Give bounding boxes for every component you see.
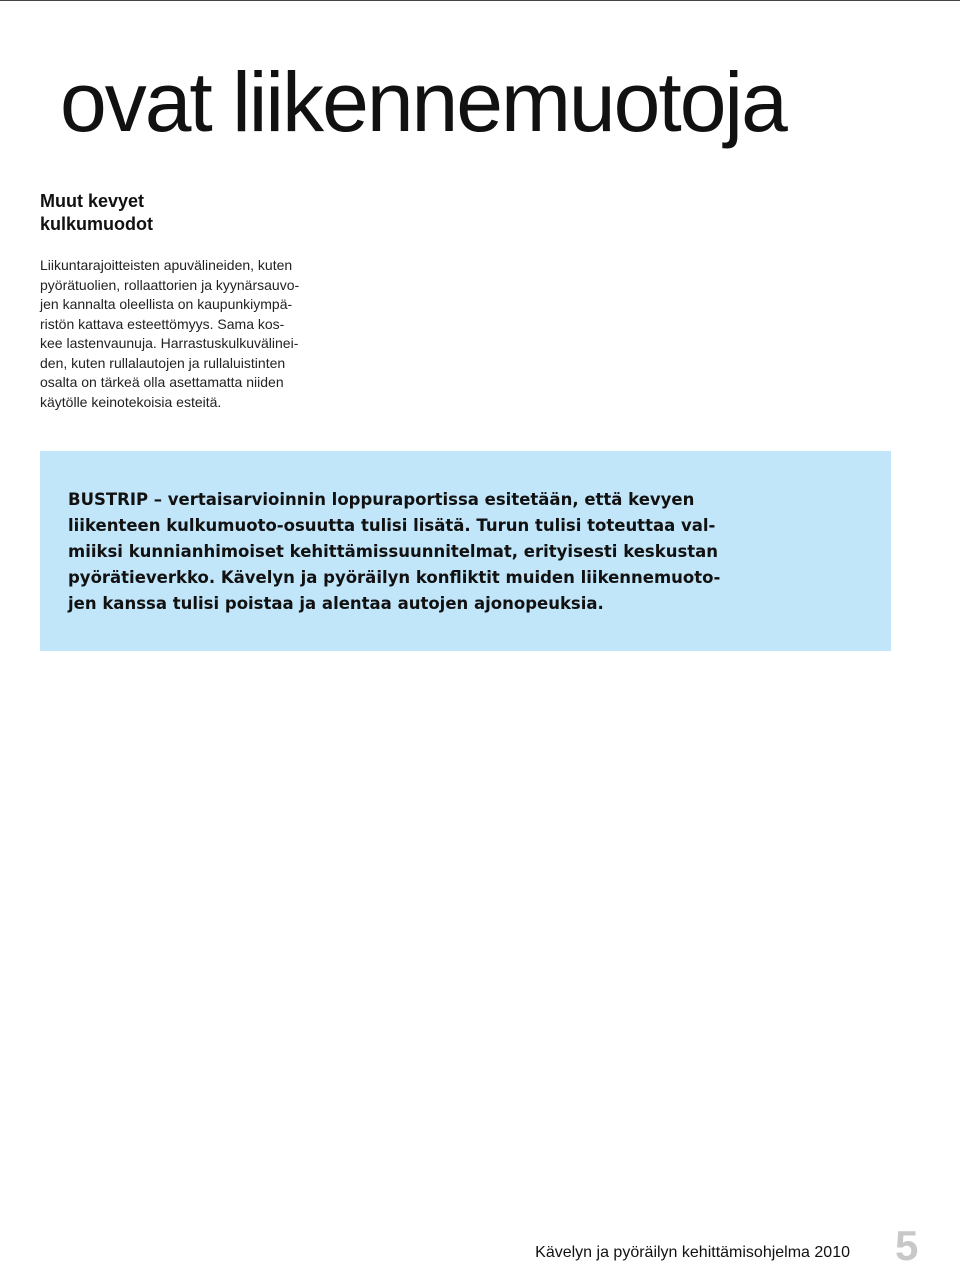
page-title: ovat liikennemuotoja [60, 55, 786, 149]
body-line: jen kannalta oleellista on kaupunkiympä- [40, 296, 293, 312]
section-heading-line: kulkumuodot [40, 214, 153, 234]
callout-text [68, 487, 720, 617]
callout-line: liikenteen kulkumuoto-osuutta tulisi lisätä. Turun tulisi toteuttaa val- [68, 516, 716, 535]
body-line: den, kuten rullalautojen ja rullaluistinten [40, 354, 286, 371]
callout-line: jen kanssa tulisi poistaa ja alentaa autojen ajonopeuksia. [68, 594, 604, 613]
callout-line: miiksi kunnianhimoiset kehittämissuunnitelmat, erityisesti keskustan [68, 542, 719, 561]
body-line: osalta on tärkeä olla asettamatta niiden [40, 374, 284, 390]
body-line: kee lastenvaunuja. Harrastuskulkuvälinei- [40, 335, 299, 351]
callout-line: pyörätieverkko. Kävelyn ja pyöräilyn konfliktit muiden liikennemuoto- [68, 568, 721, 587]
page-number: 5 [895, 1222, 919, 1269]
top-rule [0, 0, 960, 1]
body-line: ristön kattava esteettömyys. Sama kos- [40, 315, 285, 332]
section-heading [40, 190, 340, 236]
body-line: Liikuntarajoitteisten apuvälineiden, kuten [40, 257, 293, 273]
section-heading-line: Muut kevyet [40, 191, 145, 211]
body-line: pyörätuolien, rollaattorien ja kyynärsauvo- [40, 276, 300, 293]
body-line: käytölle keinotekoisia esteitä. [40, 393, 222, 410]
callout-box [40, 451, 891, 651]
footer-publication-title: Kävelyn ja pyöräilyn kehittämisohjelma 2010 [535, 1244, 850, 1261]
section-body-text [40, 256, 340, 412]
callout-line: BUSTRIP – vertaisarvioinnin loppuraportissa esitetään, että kevyen [68, 490, 695, 509]
